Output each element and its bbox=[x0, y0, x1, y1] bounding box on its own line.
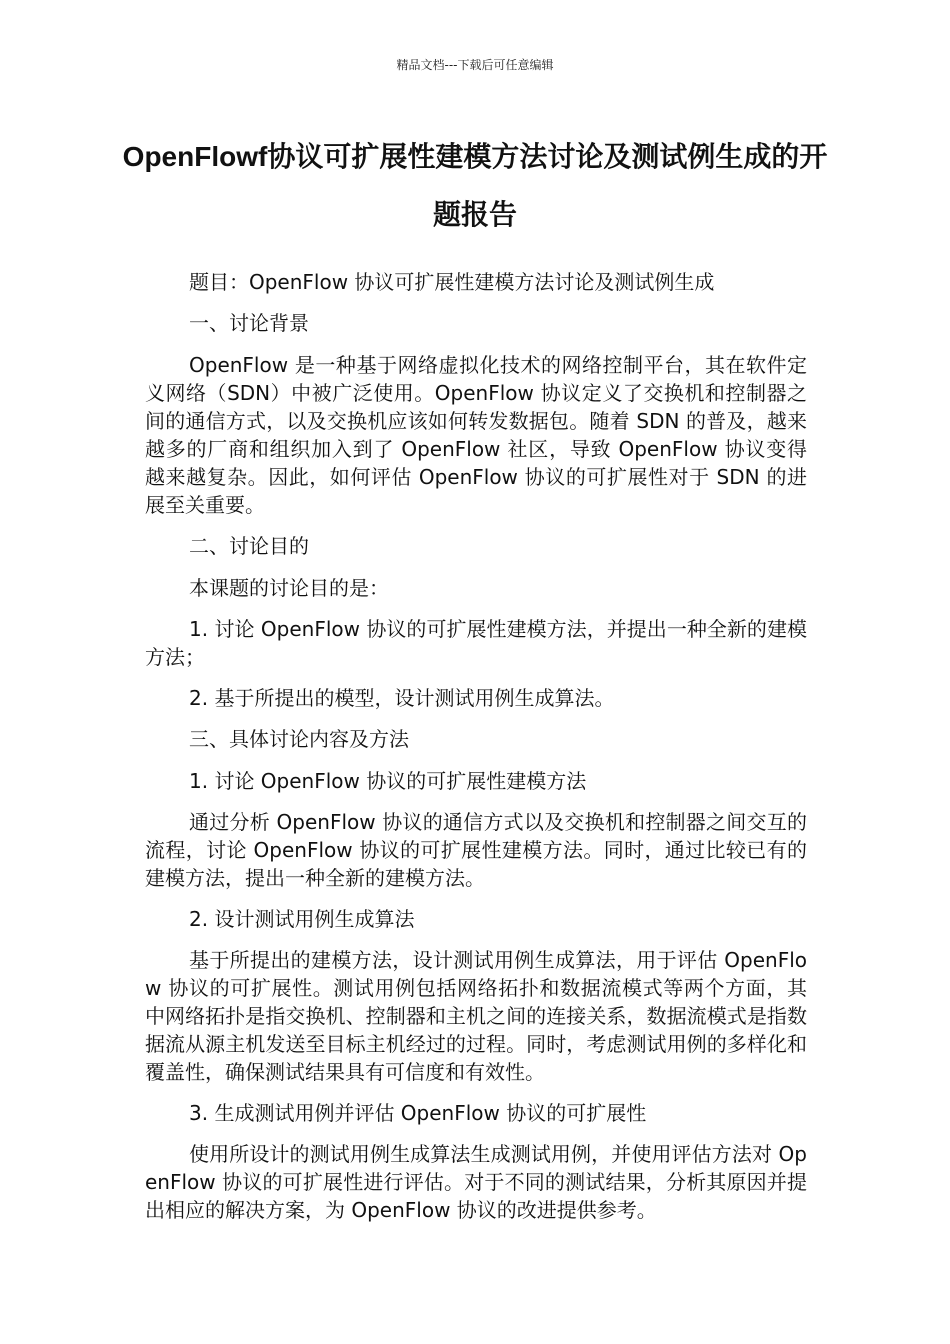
subsection-paragraph-2: 基于所提出的建模方法，设计测试用例生成算法，用于评估 OpenFlow 协议的可扩展性。测试用例包括网络拓扑和数据流模式等两个方面，其中网络拓扑是指交换机、控制器和主机之间的连接关系，数据流模式是指数据流从源主机发送至目标主机经过的过程。同时，考虑测试用例的多样化和覆盖性，确保测试结果具有可信度和有效性。 bbox=[145, 948, 807, 1084]
subsection-heading-2: 2. 设计测试用例生成算法 bbox=[189, 907, 415, 931]
document-body bbox=[145, 268, 807, 1237]
purpose-item-1: 1. 讨论 OpenFlow 协议的可扩展性建模方法，并提出一种全新的建模方法； bbox=[145, 617, 807, 669]
subsection-heading-3: 3. 生成测试用例并评估 OpenFlow 协议的可扩展性 bbox=[189, 1101, 647, 1125]
section-heading-content: 三、具体讨论内容及方法 bbox=[189, 727, 409, 751]
subsection-heading-1: 1. 讨论 OpenFlow 协议的可扩展性建模方法 bbox=[189, 769, 587, 793]
subsection-paragraph-1: 通过分析 OpenFlow 协议的通信方式以及交换机和控制器之间交互的流程，讨论 OpenFlow 协议的可扩展性建模方法。同时，通过比较已有的建模方法，提出一种全新的建模方法。 bbox=[145, 810, 807, 890]
section-heading-purpose: 二、讨论目的 bbox=[189, 534, 309, 558]
section-heading-background: 一、讨论背景 bbox=[189, 311, 309, 335]
header-note: 精品文档---下载后可任意编辑 bbox=[396, 58, 554, 72]
topic-line: 题目：OpenFlow 协议可扩展性建模方法讨论及测试例生成 bbox=[189, 270, 715, 294]
purpose-item-2: 2. 基于所提出的模型，设计测试用例生成算法。 bbox=[189, 686, 615, 710]
background-paragraph: OpenFlow 是一种基于网络虚拟化技术的网络控制平台，其在软件定义网络（SDN）中被广泛使用。OpenFlow 协议定义了交换机和控制器之间的通信方式，以及交换机应该如何转发数据包。随着 SDN 的普及，越来越多的厂商和组织加入到了 OpenFlow 社区，导致 OpenFlow 协议变得越来越复杂。因此，如何评估 OpenFlow 协议的可扩展性对于 SDN 的进展至关重要。 bbox=[145, 353, 807, 517]
purpose-intro: 本课题的讨论目的是： bbox=[189, 576, 389, 600]
document-title: OpenFlowf协议可扩展性建模方法讨论及测试例生成的开题报告 bbox=[122, 141, 828, 230]
subsection-paragraph-3: 使用所设计的测试用例生成算法生成测试用例，并使用评估方法对 OpenFlow 协议的可扩展性进行评估。对于不同的测试结果，分析其原因并提出相应的解决方案，为 OpenFlow 协议的改进提供参考。 bbox=[145, 1142, 807, 1222]
